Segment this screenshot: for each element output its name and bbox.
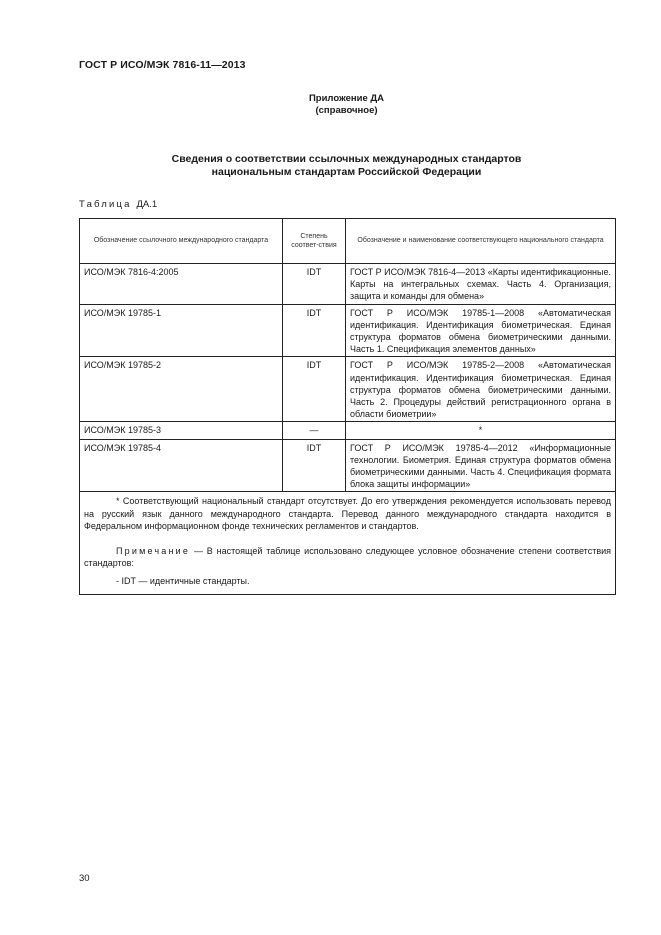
- table-row: [80, 422, 616, 439]
- table-row: [80, 264, 616, 305]
- cell-degree: IDT: [283, 357, 346, 422]
- footnote-text: * Соответствующий национальный стандарт отсутствует. До его утверждения рекомендуется использовать перевод на русский язык данного международного стандарта. Перевод данного международного стандарта находится в Федеральном информационном фонде технических регламентов и стандартов.: [84, 496, 611, 531]
- cell-international-code: ИСО/МЭК 19785-4: [80, 439, 283, 492]
- cell-national-standard: ГОСТ Р ИСО/МЭК 7816-4—2013 «Карты идентификационные. Карты на интегральных схемах. Часть 4. Организация, защита и команды для обмена»: [346, 264, 616, 305]
- note-item: - IDT — идентичные стандарты.: [116, 576, 250, 587]
- cell-national-standard: ГОСТ Р ИСО/МЭК 19785-1—2008 «Автоматическая идентификация. Идентификация биометрическая. Единая структура форматов обмена биометрическими данными. Часть 1. Спецификация элементов данных»: [346, 304, 616, 357]
- table-footnote-row: [80, 492, 616, 594]
- table-caption-number: ДА.1: [136, 199, 158, 210]
- cell-national-standard: ГОСТ Р ИСО/МЭК 19785-4—2012 «Информационные технологии. Биометрия. Единая структура форматов обмена биометрическими данными. Часть 4. Спецификация формата блока защиты информации»: [346, 439, 616, 492]
- appendix-label: Приложение ДА: [308, 93, 385, 104]
- cell-national-standard: *: [346, 422, 616, 439]
- document-code: ГОСТ Р ИСО/МЭК 7816-11—2013: [79, 59, 246, 71]
- table-header-row: [80, 219, 616, 264]
- table-row: [80, 357, 616, 422]
- cell-degree: IDT: [283, 264, 346, 305]
- note-label: Примечание: [116, 546, 191, 557]
- table-row: [80, 304, 616, 357]
- section-heading: [79, 153, 614, 179]
- cell-degree: IDT: [283, 439, 346, 492]
- appendix-type: (справочное): [315, 105, 378, 116]
- table-caption-word: Таблица: [79, 199, 132, 210]
- cell-international-code: ИСО/МЭК 19785-1: [80, 304, 283, 357]
- cell-degree: —: [283, 422, 346, 439]
- cell-international-code: ИСО/МЭК 19785-2: [80, 357, 283, 422]
- appendix-title: [79, 93, 614, 117]
- column-header-national-standard: Обозначение и наименование соответствующего национального стандарта: [346, 219, 616, 264]
- cell-international-code: ИСО/МЭК 19785-3: [80, 422, 283, 439]
- table-footnotes: [80, 492, 616, 594]
- cell-national-standard: ГОСТ Р ИСО/МЭК 19785-2—2008 «Автоматическая идентификация. Идентификация биометрическая. Единая структура форматов обмена биометрическими данными. Часть 2. Процедуры действий регистрационного органа в области биометрии»: [346, 357, 616, 422]
- section-heading-line-1: Сведения о соответствии ссылочных международных стандартов: [171, 153, 522, 165]
- page-number: 30: [79, 873, 90, 884]
- column-header-international-standard: Обозначение ссылочного международного стандарта: [80, 219, 283, 264]
- cell-degree: IDT: [283, 304, 346, 357]
- table-row: [80, 439, 616, 492]
- table-caption: [79, 199, 157, 210]
- section-heading-line-2: национальным стандартам Российской Федерации: [211, 166, 482, 178]
- note-paragraph: [84, 545, 611, 569]
- cell-international-code: ИСО/МЭК 7816-4:2005: [80, 264, 283, 305]
- column-header-degree: Степень соответ-ствия: [283, 219, 346, 264]
- correspondence-table: [79, 218, 616, 595]
- note-text: — В настоящей таблице использовано следующее условное обозначение степени соответствия стандартов:: [84, 546, 611, 569]
